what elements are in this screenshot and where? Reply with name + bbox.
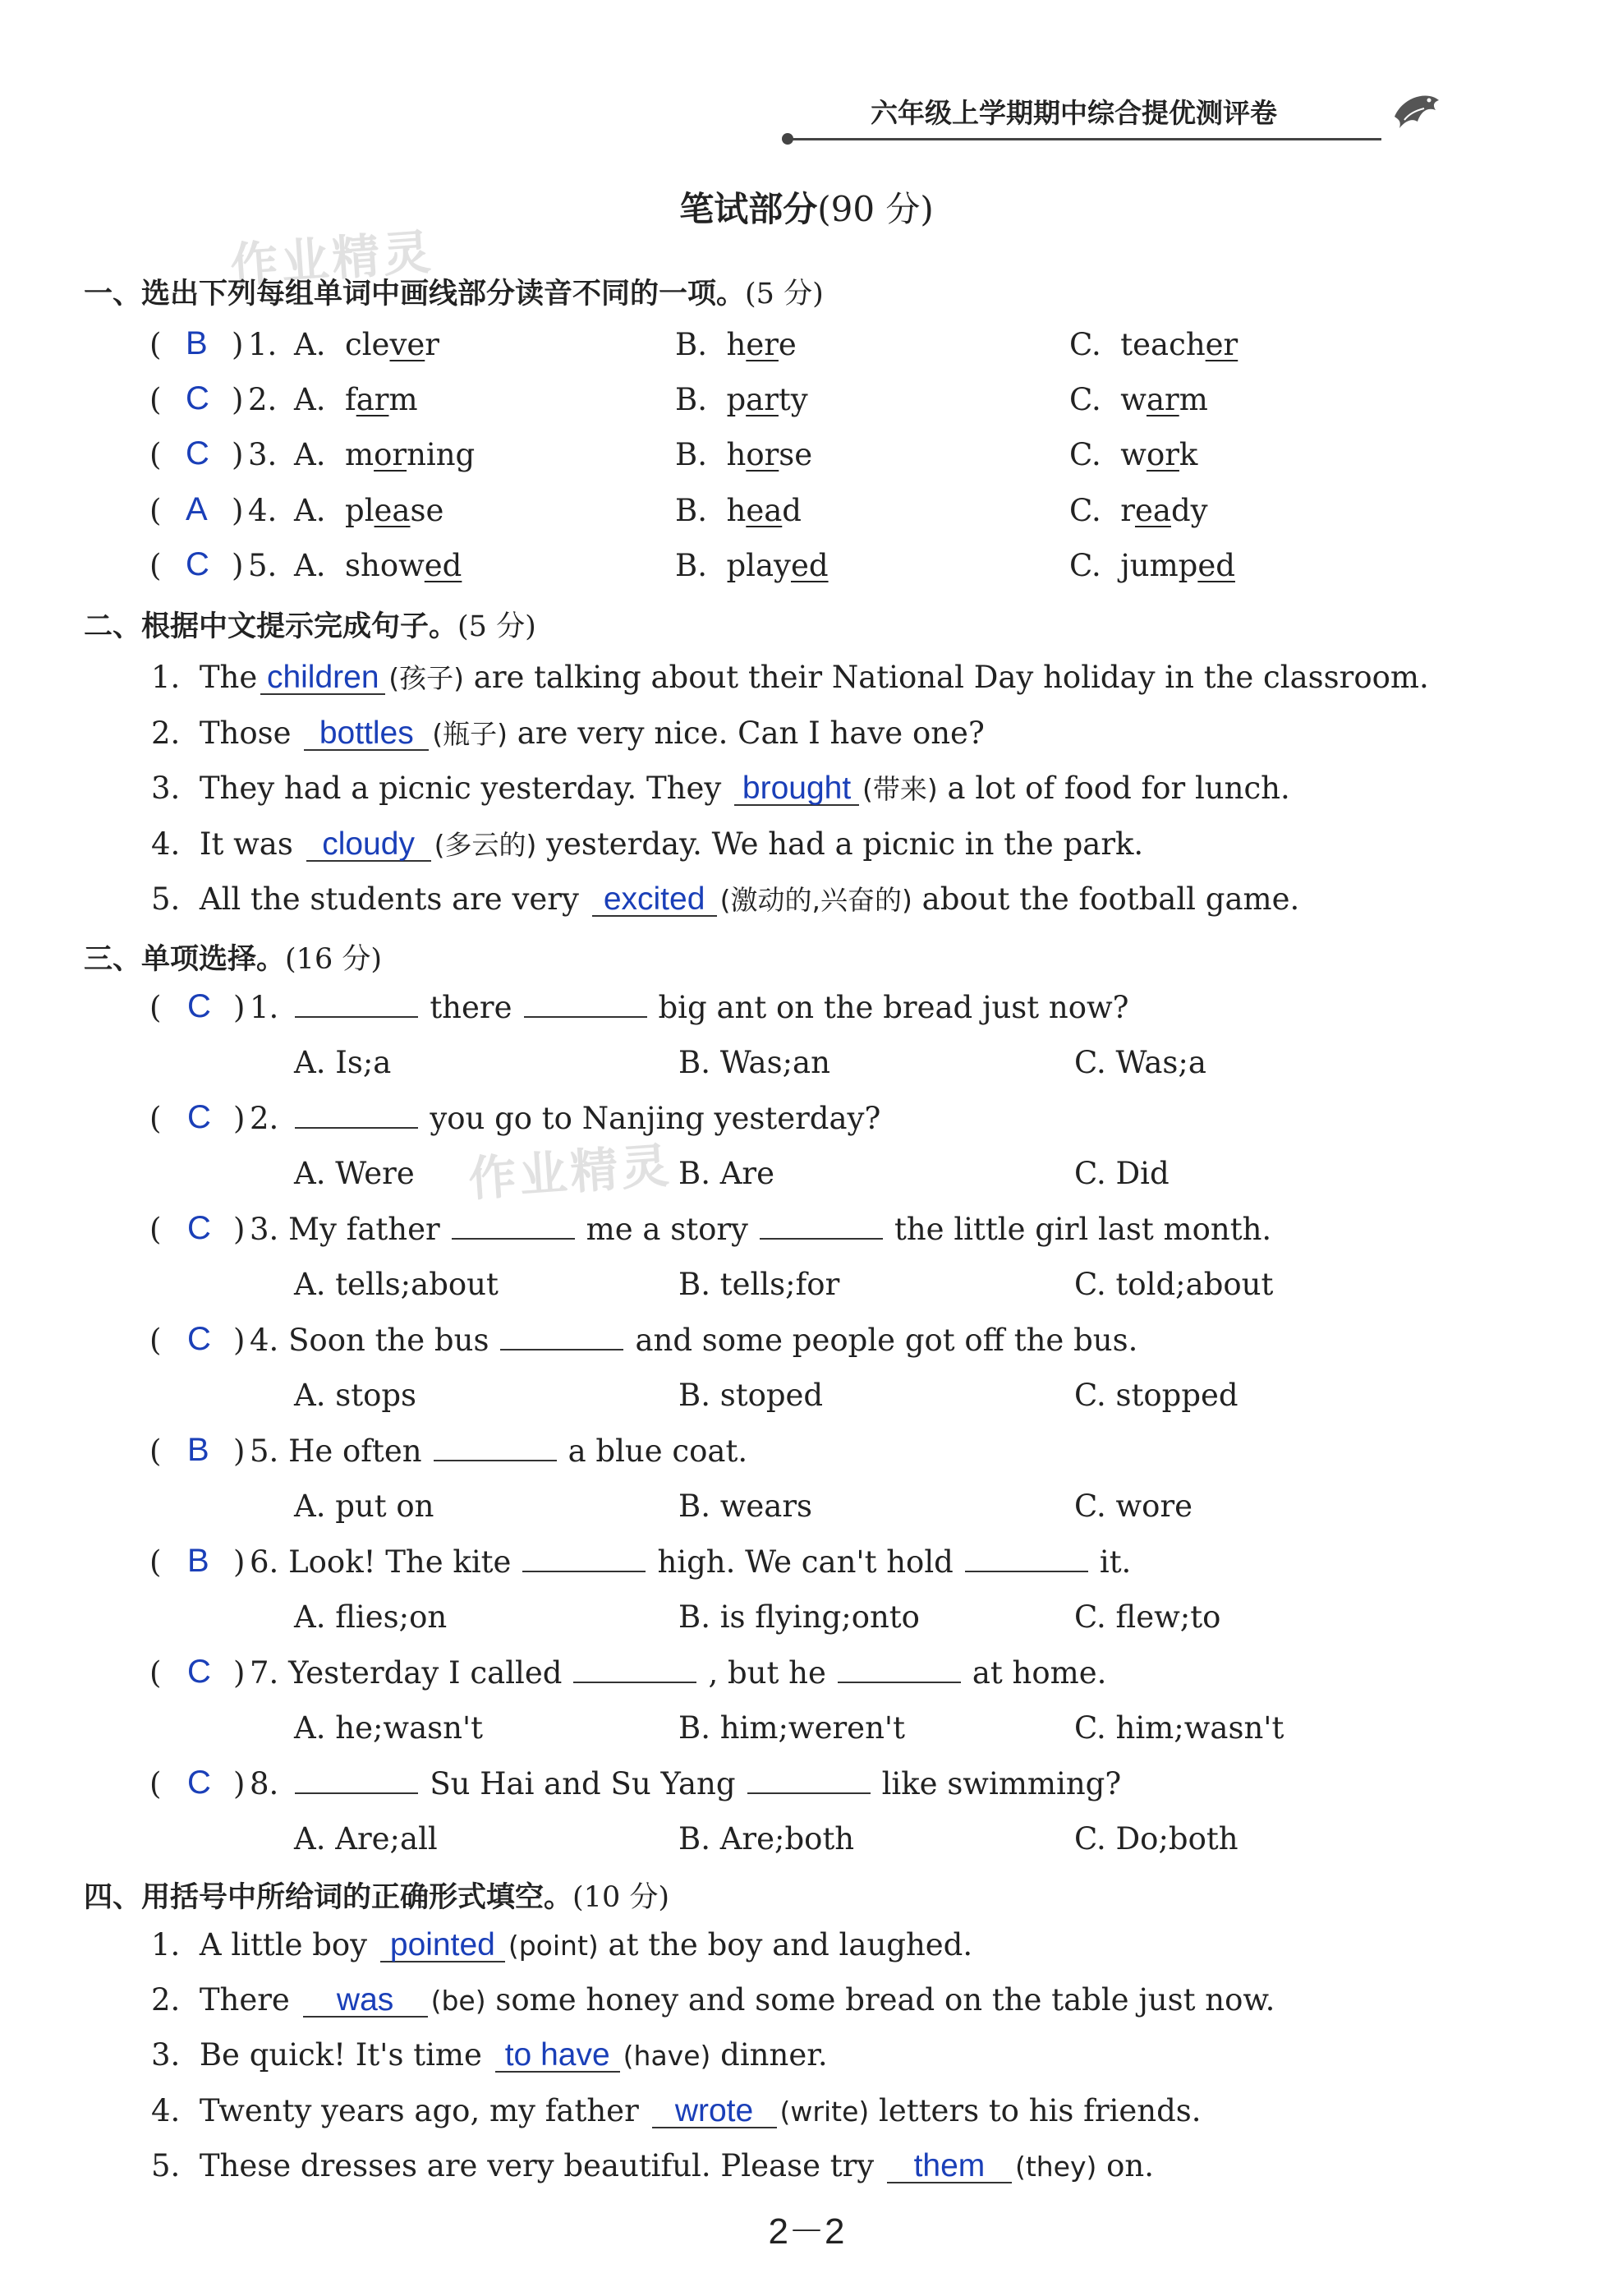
sentence <box>151 2093 1202 2128</box>
bracket-close: ) <box>232 437 244 472</box>
option-a: A. farm <box>294 382 418 417</box>
sentence <box>151 713 985 752</box>
option-b: B. stoped <box>678 1378 824 1413</box>
option-c: C. ready <box>1069 493 1208 528</box>
bracket-open: ( <box>149 382 162 417</box>
answer-fill: bottles <box>304 717 429 751</box>
hint: (带来) <box>862 773 938 805</box>
question-number: 4. <box>248 493 278 528</box>
part1-heading <box>84 271 824 312</box>
hint: (多云的) <box>434 829 537 861</box>
sentence-start: These dresses are very beautiful. Please try <box>199 2148 875 2183</box>
question-number: 1. <box>250 990 279 1025</box>
part3-heading <box>84 936 382 978</box>
part2-heading-text: 二、根据中文提示完成句子。 <box>84 610 458 643</box>
sentence <box>151 2148 1154 2183</box>
blank <box>573 1657 696 1683</box>
hint: (have) <box>623 2040 711 2072</box>
stem-part-1: Soon the bus <box>288 1323 489 1358</box>
blank <box>522 1546 646 1572</box>
watermark-middle: 作业精灵 <box>466 1137 674 1208</box>
hint: (瓶子) <box>432 718 508 750</box>
bracket-open: ( <box>149 1655 162 1691</box>
blank <box>295 992 418 1018</box>
answer-fill: was <box>303 1984 428 2018</box>
option-b: B. wears <box>678 1488 813 1524</box>
sentence-start: It was <box>199 826 293 862</box>
section-title-text: 笔试部分 <box>679 189 818 229</box>
dolphin-icon <box>1388 82 1445 140</box>
option-b: B. party <box>675 382 808 417</box>
header-title: 六年级上学期期中综合提优测评卷 <box>871 97 1277 129</box>
bracket-close: ) <box>233 1766 246 1801</box>
bracket-close: ) <box>232 382 244 417</box>
part2-heading <box>84 604 536 645</box>
question-stem <box>250 1655 1106 1691</box>
sentence-start: They had a picnic yesterday. They <box>199 771 722 806</box>
blank <box>295 1102 418 1129</box>
question-number: 5. <box>151 2148 181 2183</box>
blank <box>747 1768 871 1794</box>
question-number: 8. <box>250 1766 279 1801</box>
option-c: C. stopped <box>1074 1378 1238 1413</box>
sentence-end: are talking about their National Day holiday in the classroom. <box>473 660 1429 695</box>
question-stem <box>250 990 1129 1025</box>
sentence-start: A little boy <box>199 1927 368 1962</box>
answer: C <box>186 546 209 582</box>
option-b: B. Are <box>678 1156 775 1191</box>
option-a: A. morning <box>294 437 476 472</box>
question-number: 2. <box>151 715 181 751</box>
bracket-close: ) <box>232 548 244 583</box>
option-a: A. put on <box>294 1488 434 1524</box>
question-number: 6. <box>250 1544 279 1580</box>
question-number: 4. <box>151 826 181 862</box>
header-rule <box>790 138 1381 140</box>
sentence-end: about the football game. <box>921 881 1300 917</box>
option-c: C. warm <box>1069 382 1208 417</box>
stem-part-1: Yesterday I called <box>288 1655 563 1691</box>
answer-fill: wrote <box>652 2095 777 2128</box>
question-number: 1. <box>248 327 278 362</box>
part4-heading <box>84 1875 669 1916</box>
sentence-start: Twenty years ago, my father <box>199 2093 639 2128</box>
bracket-close: ) <box>233 1655 246 1691</box>
option-b: B. head <box>675 493 802 528</box>
bracket-close: ) <box>232 493 244 528</box>
question-stem <box>250 1766 1121 1801</box>
sentence-start: There <box>199 1982 290 2018</box>
option-b: B. played <box>675 548 829 583</box>
answer-fill: excited <box>592 883 717 917</box>
stem-part-2: Su Hai and Su Yang <box>430 1766 736 1801</box>
blank <box>500 1324 623 1350</box>
stem-part-2: , but he <box>708 1655 826 1691</box>
question-number: 3. <box>151 2037 181 2073</box>
bracket-close: ) <box>233 990 246 1025</box>
answer-fill: pointed <box>380 1929 505 1962</box>
question-number: 4. <box>250 1323 279 1358</box>
option-c: C. jumped <box>1069 548 1235 583</box>
option-b: B. Was;an <box>678 1045 830 1080</box>
answer: C <box>187 1654 211 1690</box>
stem-part-2: high. We can't hold <box>657 1544 954 1580</box>
option-c: C. wore <box>1074 1488 1193 1524</box>
sentence <box>151 2037 828 2073</box>
answer: A <box>186 491 208 527</box>
bracket-open: ( <box>149 493 162 528</box>
question-number: 5. <box>248 548 278 583</box>
sentence-end: some honey and some bread on the table just now. <box>495 1982 1275 2018</box>
option-c: C. Do;both <box>1074 1821 1238 1857</box>
sentence <box>151 1927 972 1962</box>
sentence <box>151 879 1299 918</box>
blank <box>524 992 647 1018</box>
question-number: 4. <box>151 2093 181 2128</box>
question-number: 1. <box>151 660 181 695</box>
page-number: 2－2 <box>768 2211 845 2252</box>
answer-fill: brought <box>734 772 859 806</box>
hint: (孩子) <box>388 662 464 694</box>
stem-part-1: He often <box>288 1433 422 1469</box>
question-stem <box>250 1544 1131 1580</box>
stem-part-3: at home. <box>972 1655 1107 1691</box>
answer-fill: them <box>887 2150 1012 2183</box>
part2-points: (5 分) <box>457 610 536 643</box>
answer: B <box>187 1543 209 1579</box>
option-a: A. Are;all <box>294 1821 438 1857</box>
part3-points: (16 分) <box>285 943 382 976</box>
bracket-close: ) <box>233 1433 246 1469</box>
option-a: A. Were <box>294 1156 415 1191</box>
part1-points: (5 分) <box>745 278 824 311</box>
bracket-close: ) <box>233 1101 246 1136</box>
option-a: A. please <box>294 493 444 528</box>
question-number: 3. <box>250 1212 279 1247</box>
option-b: B. here <box>675 327 797 362</box>
sentence-end: on. <box>1106 2148 1155 2183</box>
blank <box>838 1657 961 1683</box>
section-title <box>0 182 1613 232</box>
option-a: A. he;wasn't <box>294 1710 484 1746</box>
part4-points: (10 分) <box>572 1881 669 1914</box>
sentence-start: All the students are very <box>199 881 579 917</box>
option-a: A. showed <box>294 548 462 583</box>
sentence-start: Those <box>199 715 292 751</box>
stem-part-3: the little girl last month. <box>894 1212 1272 1247</box>
option-c: C. him;wasn't <box>1074 1710 1284 1746</box>
bracket-open: ( <box>149 1766 162 1801</box>
sentence-start: Be quick! It's time <box>199 2037 482 2073</box>
answer-fill: children <box>260 661 385 695</box>
part3-heading-text: 三、单项选择。 <box>84 943 286 976</box>
question-number: 2. <box>248 382 278 417</box>
question-number: 3. <box>248 437 278 472</box>
option-c: C. Did <box>1074 1156 1170 1191</box>
blank <box>965 1546 1088 1572</box>
answer: C <box>187 1765 211 1801</box>
option-b: B. horse <box>675 437 813 472</box>
bracket-close: ) <box>233 1544 246 1580</box>
question-stem <box>250 1323 1137 1358</box>
option-b: B. Are;both <box>678 1821 855 1857</box>
bracket-open: ( <box>149 1323 162 1358</box>
bracket-close: ) <box>232 327 244 362</box>
option-b: B. him;weren't <box>678 1710 905 1746</box>
hint: (they) <box>1014 2151 1097 2183</box>
answer-fill: to have <box>495 2039 620 2073</box>
sentence <box>151 1982 1275 2018</box>
bracket-open: ( <box>149 1212 162 1247</box>
answer: C <box>186 380 209 416</box>
bracket-close: ) <box>233 1212 246 1247</box>
answer: B <box>187 1432 209 1468</box>
sentence-end: letters to his friends. <box>879 2093 1202 2128</box>
question-stem <box>250 1101 880 1136</box>
stem-part-3: like swimming? <box>881 1766 1122 1801</box>
sentence-end: at the boy and laughed. <box>608 1927 973 1962</box>
stem-part-3: big ant on the bread just now? <box>658 990 1129 1025</box>
stem-part-2: a blue coat. <box>568 1433 748 1469</box>
bracket-open: ( <box>149 1544 162 1580</box>
answer: C <box>187 1099 211 1135</box>
sentence-end: are very nice. Can I have one? <box>517 715 985 751</box>
option-c: C. Was;a <box>1074 1045 1206 1080</box>
blank <box>295 1768 418 1794</box>
question-number: 7. <box>250 1655 279 1691</box>
section-score: (90 分) <box>817 189 934 229</box>
stem-part-2: me a story <box>586 1212 748 1247</box>
answer: B <box>186 325 208 361</box>
stem-part-2: you go to Nanjing yesterday? <box>430 1101 881 1136</box>
hint: (激动的,兴奋的) <box>719 884 912 916</box>
option-c: C. work <box>1069 437 1198 472</box>
option-c: C. told;about <box>1074 1267 1274 1302</box>
answer: C <box>187 1210 211 1246</box>
bracket-open: ( <box>149 990 162 1025</box>
hint: (write) <box>779 2096 870 2128</box>
question-number: 1. <box>151 1927 181 1962</box>
sentence <box>151 768 1290 807</box>
sentence-start: The <box>199 660 258 695</box>
question-stem <box>250 1212 1271 1247</box>
bracket-open: ( <box>149 437 162 472</box>
sentence <box>151 657 1429 696</box>
stem-part-2: there <box>430 990 512 1025</box>
bracket-open: ( <box>149 327 162 362</box>
blank <box>760 1213 883 1240</box>
hint: (point) <box>508 1930 599 1962</box>
blank <box>452 1213 575 1240</box>
question-stem <box>250 1433 747 1469</box>
bracket-open: ( <box>149 1101 162 1136</box>
blank <box>434 1435 557 1461</box>
hint: (be) <box>430 1985 486 2017</box>
sentence-end: yesterday. We had a picnic in the park. <box>546 826 1144 862</box>
answer-fill: cloudy <box>306 828 431 862</box>
answer: C <box>186 435 209 472</box>
stem-part-1: Look! The kite <box>288 1544 512 1580</box>
answer: C <box>187 1321 211 1357</box>
option-a: A. stops <box>294 1378 417 1413</box>
option-a: A. Is;a <box>294 1045 392 1080</box>
answer: C <box>187 988 211 1024</box>
option-a: A. tells;about <box>294 1267 499 1302</box>
stem-part-1: My father <box>288 1212 440 1247</box>
part1-heading-text: 一、选出下列每组单词中画线部分读音不同的一项。 <box>84 278 746 311</box>
option-a: A. flies;on <box>294 1599 448 1635</box>
sentence <box>151 824 1143 863</box>
question-number: 5. <box>151 881 181 917</box>
bracket-close: ) <box>233 1323 246 1358</box>
question-number: 3. <box>151 771 181 806</box>
stem-part-2: and some people got off the bus. <box>635 1323 1138 1358</box>
option-c: C. flew;to <box>1074 1599 1221 1635</box>
bracket-open: ( <box>149 548 162 583</box>
option-c: C. teacher <box>1069 327 1238 362</box>
option-a: A. clever <box>294 327 439 362</box>
bracket-open: ( <box>149 1433 162 1469</box>
part4-heading-text: 四、用括号中所给词的正确形式填空。 <box>84 1881 573 1914</box>
option-b: B. is flying;onto <box>678 1599 920 1635</box>
question-number: 2. <box>151 1982 181 2018</box>
stem-part-3: it. <box>1099 1544 1132 1580</box>
sentence-end: a lot of food for lunch. <box>947 771 1290 806</box>
question-number: 2. <box>250 1101 279 1136</box>
watermark-top: 作业精灵 <box>228 223 436 294</box>
sentence-end: dinner. <box>720 2037 828 2073</box>
option-b: B. tells;for <box>678 1267 840 1302</box>
question-number: 5. <box>250 1433 279 1469</box>
